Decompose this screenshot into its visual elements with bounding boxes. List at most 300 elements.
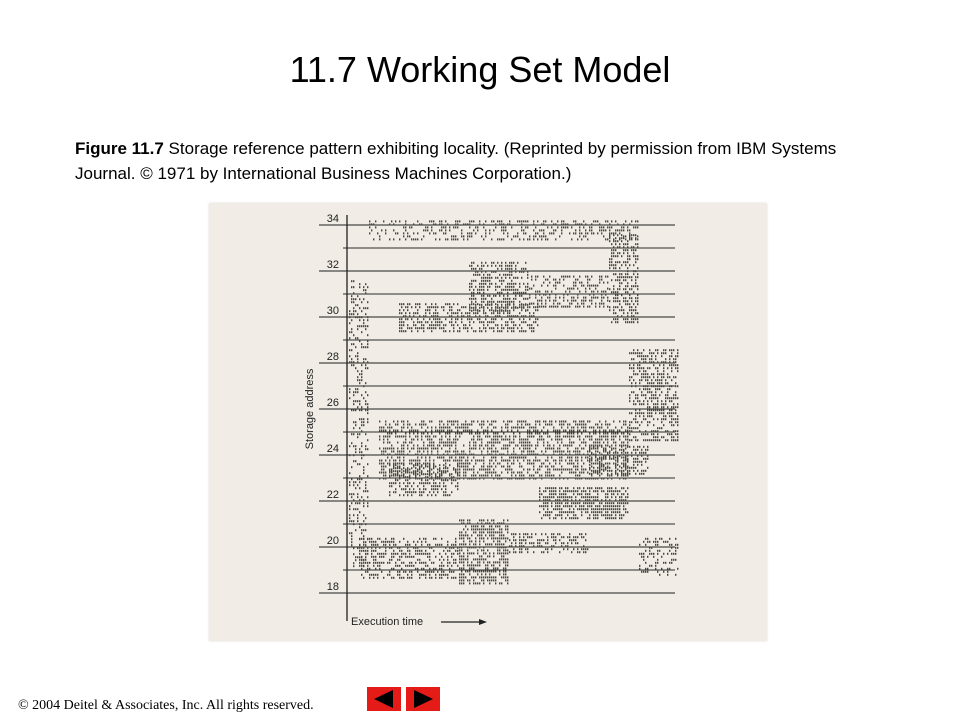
reference-mark (403, 442, 404, 444)
reference-mark (489, 301, 490, 303)
reference-mark (353, 445, 354, 447)
reference-mark (353, 391, 354, 393)
reference-mark (459, 561, 460, 563)
reference-mark (449, 226, 450, 228)
reference-mark (441, 479, 442, 481)
reference-mark (381, 541, 382, 543)
reference-mark (623, 300, 624, 302)
reference-mark (515, 315, 516, 317)
reference-mark (399, 321, 400, 323)
reference-mark (459, 330, 460, 332)
reference-mark (627, 430, 628, 432)
reference-mark (417, 220, 418, 222)
reference-mark (477, 303, 478, 305)
reference-mark (357, 433, 358, 435)
reference-mark (617, 469, 618, 471)
reference-mark (675, 547, 676, 549)
reference-mark (349, 484, 350, 486)
reference-mark (383, 553, 384, 555)
reference-mark (365, 562, 366, 564)
reference-mark (577, 487, 578, 489)
reference-mark (409, 488, 410, 490)
reference-mark (675, 544, 676, 546)
reference-mark (487, 522, 488, 524)
reference-mark (409, 556, 410, 558)
reference-mark (637, 455, 638, 457)
reference-mark (367, 502, 368, 504)
previous-slide-button[interactable] (367, 687, 401, 711)
reference-mark (469, 567, 470, 569)
reference-mark (575, 285, 576, 287)
reference-mark (461, 460, 462, 462)
reference-mark (549, 475, 550, 477)
reference-mark (641, 571, 642, 573)
reference-mark (351, 286, 352, 288)
reference-mark (571, 297, 572, 299)
reference-mark (513, 433, 514, 435)
reference-mark (579, 451, 580, 453)
reference-mark (533, 238, 534, 240)
reference-mark (541, 238, 542, 240)
reference-mark (663, 553, 664, 555)
reference-mark (609, 232, 610, 234)
reference-mark (389, 562, 390, 564)
reference-mark (657, 436, 658, 438)
reference-mark (619, 449, 620, 451)
reference-mark (481, 555, 482, 557)
reference-mark (381, 430, 382, 432)
reference-mark (545, 306, 546, 308)
reference-mark (593, 427, 594, 429)
reference-mark (451, 544, 452, 546)
reference-mark (513, 548, 514, 550)
reference-mark (595, 439, 596, 441)
reference-mark (577, 457, 578, 459)
reference-mark (459, 576, 460, 578)
reference-mark (423, 424, 424, 426)
reference-mark (471, 448, 472, 450)
reference-mark (585, 235, 586, 237)
reference-mark (461, 463, 462, 465)
reference-mark (469, 522, 470, 524)
reference-mark (471, 439, 472, 441)
reference-mark (493, 570, 494, 572)
reference-mark (625, 249, 626, 251)
reference-mark (511, 315, 512, 317)
reference-mark (461, 558, 462, 560)
reference-mark (505, 564, 506, 566)
reference-mark (671, 409, 672, 411)
reference-mark (489, 463, 490, 465)
reference-mark (535, 448, 536, 450)
reference-mark (359, 286, 360, 288)
reference-mark (355, 355, 356, 357)
reference-mark (561, 460, 562, 462)
reference-mark (623, 276, 624, 278)
reference-mark (519, 439, 520, 441)
reference-mark (455, 223, 456, 225)
reference-mark (439, 442, 440, 444)
reference-mark (609, 288, 610, 290)
reference-mark (367, 490, 368, 492)
next-slide-button[interactable] (406, 687, 440, 711)
reference-mark (537, 539, 538, 541)
reference-mark (597, 467, 598, 469)
reference-mark (585, 478, 586, 480)
reference-mark (617, 473, 618, 475)
reference-mark (543, 232, 544, 234)
reference-mark (507, 286, 508, 288)
reference-mark (379, 538, 380, 540)
reference-mark (649, 391, 650, 393)
reference-mark (433, 571, 434, 573)
reference-mark (609, 470, 610, 472)
reference-mark (403, 451, 404, 453)
reference-mark (455, 485, 456, 487)
reference-mark (403, 303, 404, 305)
reference-mark (585, 276, 586, 278)
reference-mark (601, 303, 602, 305)
reference-mark (493, 312, 494, 314)
reference-mark (505, 427, 506, 429)
reference-mark (433, 562, 434, 564)
reference-mark (499, 292, 500, 294)
reference-mark (491, 321, 492, 323)
reference-mark (627, 249, 628, 251)
reference-mark (351, 331, 352, 333)
reference-mark (601, 502, 602, 504)
reference-mark (573, 300, 574, 302)
reference-mark (613, 300, 614, 302)
reference-mark (429, 577, 430, 579)
reference-mark (637, 258, 638, 260)
reference-mark (525, 442, 526, 444)
reference-mark (491, 472, 492, 474)
reference-mark (461, 576, 462, 578)
reference-mark (471, 262, 472, 264)
reference-mark (473, 268, 474, 270)
reference-mark (471, 307, 472, 309)
reference-mark (583, 297, 584, 299)
reference-mark (673, 364, 674, 366)
reference-mark (461, 582, 462, 584)
reference-mark (463, 457, 464, 459)
reference-mark (467, 519, 468, 521)
reference-mark (513, 448, 514, 450)
reference-mark (579, 508, 580, 510)
reference-mark (435, 306, 436, 308)
reference-mark (491, 262, 492, 264)
reference-mark (577, 430, 578, 432)
reference-mark (605, 517, 606, 519)
reference-mark (479, 310, 480, 312)
reference-mark (439, 565, 440, 567)
reference-mark (667, 433, 668, 435)
reference-mark (635, 297, 636, 299)
reference-mark (551, 475, 552, 477)
reference-mark (437, 445, 438, 447)
reference-mark (487, 564, 488, 566)
reference-mark (549, 487, 550, 489)
reference-mark (593, 291, 594, 293)
reference-mark (579, 235, 580, 237)
reference-mark (443, 430, 444, 432)
reference-mark (595, 511, 596, 513)
reference-mark (645, 355, 646, 357)
reference-mark (367, 403, 368, 405)
reference-mark (469, 289, 470, 291)
reference-mark (647, 424, 648, 426)
reference-mark (603, 455, 604, 457)
reference-mark (645, 550, 646, 552)
reference-mark (637, 255, 638, 257)
reference-mark (463, 238, 464, 240)
reference-mark (447, 312, 448, 314)
reference-mark (623, 261, 624, 263)
reference-mark (607, 490, 608, 492)
reference-mark (579, 424, 580, 426)
reference-mark (607, 436, 608, 438)
reference-mark (553, 300, 554, 302)
reference-mark (543, 427, 544, 429)
reference-mark (559, 514, 560, 516)
reference-mark (523, 448, 524, 450)
reference-mark (523, 421, 524, 423)
reference-mark (483, 321, 484, 323)
reference-mark (629, 446, 630, 448)
reference-mark (531, 533, 532, 535)
reference-mark (485, 430, 486, 432)
reference-mark (471, 327, 472, 329)
reference-mark (389, 571, 390, 573)
reference-mark (461, 318, 462, 320)
reference-mark (379, 553, 380, 555)
reference-mark (415, 464, 416, 466)
reference-mark (521, 551, 522, 553)
reference-mark (457, 482, 458, 484)
reference-mark (417, 547, 418, 549)
reference-mark (619, 273, 620, 275)
reference-mark (533, 306, 534, 308)
reference-mark (659, 382, 660, 384)
reference-mark (545, 460, 546, 462)
reference-mark (619, 511, 620, 513)
reference-mark (391, 541, 392, 543)
reference-mark (609, 264, 610, 266)
reference-mark (493, 427, 494, 429)
reference-mark (469, 537, 470, 539)
reference-mark (557, 469, 558, 471)
reference-mark (629, 400, 630, 402)
reference-mark (421, 327, 422, 329)
reference-mark (429, 460, 430, 462)
reference-mark (537, 309, 538, 311)
reference-mark (555, 229, 556, 231)
reference-mark (433, 485, 434, 487)
reference-mark (555, 451, 556, 453)
reference-mark (495, 307, 496, 309)
reference-mark (363, 541, 364, 543)
reference-mark (591, 232, 592, 234)
reference-mark (675, 355, 676, 357)
reference-mark (667, 553, 668, 555)
reference-mark (619, 309, 620, 311)
reference-mark (453, 327, 454, 329)
reference-mark (397, 430, 398, 432)
reference-mark (619, 229, 620, 231)
reference-mark (443, 470, 444, 472)
reference-mark (621, 502, 622, 504)
reference-mark (357, 328, 358, 330)
reference-mark (539, 539, 540, 541)
reference-mark (567, 306, 568, 308)
reference-mark (513, 472, 514, 474)
reference-mark (529, 294, 530, 296)
reference-mark (423, 467, 424, 469)
reference-mark (429, 571, 430, 573)
reference-mark (513, 324, 514, 326)
reference-mark (471, 430, 472, 432)
reference-mark (449, 315, 450, 317)
reference-mark (597, 487, 598, 489)
reference-mark (431, 445, 432, 447)
reference-mark (613, 273, 614, 275)
reference-mark (477, 274, 478, 276)
reference-mark (497, 327, 498, 329)
reference-mark (673, 361, 674, 363)
reference-mark (675, 376, 676, 378)
reference-mark (451, 577, 452, 579)
reference-mark (481, 519, 482, 521)
reference-mark (469, 315, 470, 317)
reference-mark (483, 469, 484, 471)
reference-mark (473, 531, 474, 533)
reference-mark (477, 226, 478, 228)
reference-mark (613, 455, 614, 457)
reference-mark (507, 445, 508, 447)
reference-mark (599, 436, 600, 438)
reference-mark (595, 463, 596, 465)
reference-mark (393, 491, 394, 493)
reference-mark (369, 541, 370, 543)
reference-mark (609, 235, 610, 237)
reference-mark (595, 455, 596, 457)
reference-mark (559, 490, 560, 492)
reference-mark (449, 321, 450, 323)
reference-mark (631, 246, 632, 248)
reference-mark (513, 292, 514, 294)
reference-mark (413, 315, 414, 317)
reference-mark (401, 306, 402, 308)
reference-mark (359, 481, 360, 483)
reference-mark (497, 324, 498, 326)
reference-mark (455, 445, 456, 447)
reference-mark (547, 442, 548, 444)
reference-mark (535, 276, 536, 278)
reference-mark (613, 249, 614, 251)
reference-mark (567, 502, 568, 504)
reference-mark (523, 439, 524, 441)
reference-mark (561, 276, 562, 278)
reference-mark (361, 550, 362, 552)
reference-mark (567, 427, 568, 429)
reference-mark (465, 312, 466, 314)
reference-mark (595, 445, 596, 447)
reference-mark (495, 543, 496, 545)
reference-mark (485, 475, 486, 477)
reference-mark (599, 458, 600, 460)
reference-mark (489, 469, 490, 471)
reference-mark (625, 455, 626, 457)
reference-mark (455, 538, 456, 540)
reference-mark (459, 582, 460, 584)
reference-mark (425, 482, 426, 484)
reference-mark (497, 307, 498, 309)
reference-mark (485, 576, 486, 578)
reference-mark (643, 358, 644, 360)
reference-mark (395, 479, 396, 481)
reference-mark (405, 479, 406, 481)
reference-mark (405, 436, 406, 438)
reference-mark (475, 531, 476, 533)
reference-mark (431, 226, 432, 228)
reference-mark (617, 234, 618, 236)
reference-mark (489, 531, 490, 533)
reference-mark (609, 237, 610, 239)
reference-mark (459, 558, 460, 560)
reference-mark (417, 445, 418, 447)
reference-mark (645, 544, 646, 546)
reference-mark (413, 430, 414, 432)
reference-mark (429, 318, 430, 320)
reference-mark (527, 324, 528, 326)
reference-mark (465, 306, 466, 308)
reference-mark (633, 349, 634, 351)
reference-mark (619, 514, 620, 516)
reference-mark (351, 466, 352, 468)
reference-mark (479, 543, 480, 545)
reference-mark (513, 439, 514, 441)
reference-mark (505, 469, 506, 471)
reference-mark (499, 442, 500, 444)
reference-mark (643, 361, 644, 363)
reference-mark (609, 508, 610, 510)
reference-mark (615, 487, 616, 489)
reference-mark (419, 223, 420, 225)
reference-mark (615, 442, 616, 444)
reference-mark (675, 418, 676, 420)
reference-mark (417, 436, 418, 438)
reference-mark (507, 472, 508, 474)
reference-mark (569, 442, 570, 444)
reference-mark (489, 327, 490, 329)
reference-mark (367, 334, 368, 336)
reference-mark (399, 494, 400, 496)
reference-mark (607, 478, 608, 480)
reference-mark (605, 445, 606, 447)
reference-mark (543, 433, 544, 435)
reference-mark (575, 229, 576, 231)
reference-mark (613, 285, 614, 287)
reference-mark (615, 448, 616, 450)
reference-mark (519, 448, 520, 450)
reference-mark (597, 220, 598, 222)
reference-mark (373, 550, 374, 552)
reference-mark (359, 316, 360, 318)
reference-mark (479, 531, 480, 533)
reference-mark (621, 294, 622, 296)
reference-mark (465, 324, 466, 326)
